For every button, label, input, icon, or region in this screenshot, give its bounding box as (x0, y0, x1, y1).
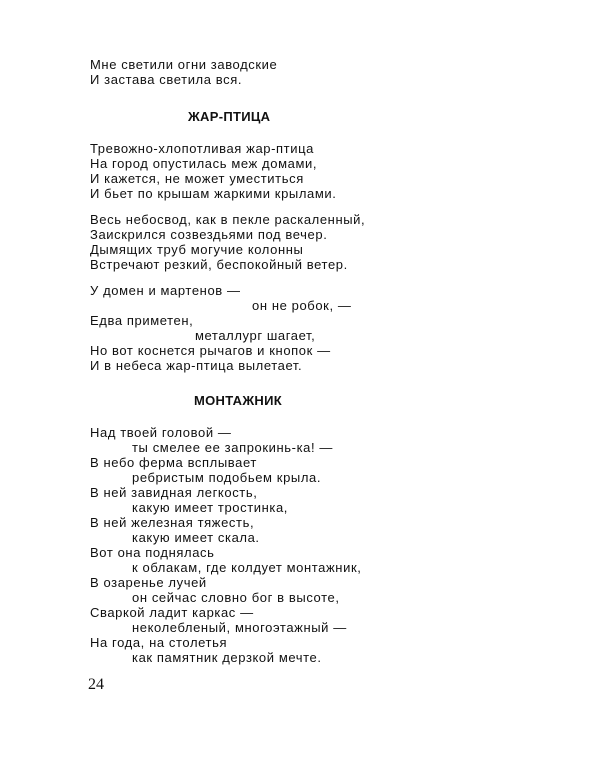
poem-line: Встречают резкий, беспокойный ветер. (90, 257, 348, 272)
poem-line: В небо ферма всплывает (90, 455, 257, 470)
poem-line: В ней железная тяжесть, (90, 515, 255, 530)
poem-line: У домен и мартенов — (90, 283, 241, 298)
poem-line: Дымящих труб могучие колонны (90, 242, 304, 257)
poem-line: какую имеет тростинка, (132, 500, 289, 515)
poem-title: ЖАР-ПТИЦА (188, 109, 271, 124)
poem-line: В ней завидная легкость, (90, 485, 258, 500)
poem-line: ребристым подобьем крыла. (132, 470, 322, 485)
poem-line: Над твоей головой — (90, 425, 232, 440)
poem-line: он не робок, — (252, 298, 352, 313)
poem-line: И застава светила вся. (90, 72, 243, 87)
poem-line: И в небеса жар-птица вылетает. (90, 358, 303, 373)
poem-line: к облакам, где колдует монтажник, (132, 560, 362, 575)
poem-line: Мне светили огни заводские (90, 57, 278, 72)
poem-line: И бьет по крышам жаркими крылами. (90, 186, 337, 201)
poem-line: На город опустилась меж домами, (90, 156, 318, 171)
poem-line: он сейчас словно бог в высоте, (132, 590, 340, 605)
poem-line: как памятник дерзкой мечте. (132, 650, 322, 665)
poem-line: Весь небосвод, как в пекле раскаленный, (90, 212, 366, 227)
poem-line: Сваркой ладит каркас — (90, 605, 254, 620)
poem-line: какую имеет скала. (132, 530, 260, 545)
poem-line: Вот она поднялась (90, 545, 215, 560)
poem-line: На года, на столетья (90, 635, 228, 650)
poem-line: И кажется, не может уместиться (90, 171, 304, 186)
poem-line: Едва приметен, (90, 313, 194, 328)
poem-line: ты смелее ее запрокинь-ка! — (132, 440, 334, 455)
poem-line: В озаренье лучей (90, 575, 207, 590)
poem-line: Тревожно-хлопотливая жар-птица (90, 141, 314, 156)
poem-line: Но вот коснется рычагов и кнопок — (90, 343, 331, 358)
poem-title: МОНТАЖНИК (194, 393, 282, 408)
poem-line: Заискрился созвездьями под вечер. (90, 227, 328, 242)
page-number: 24 (88, 676, 104, 693)
poem-line: металлург шагает, (195, 328, 316, 343)
poem-line: неколебленый, многоэтажный — (132, 620, 347, 635)
